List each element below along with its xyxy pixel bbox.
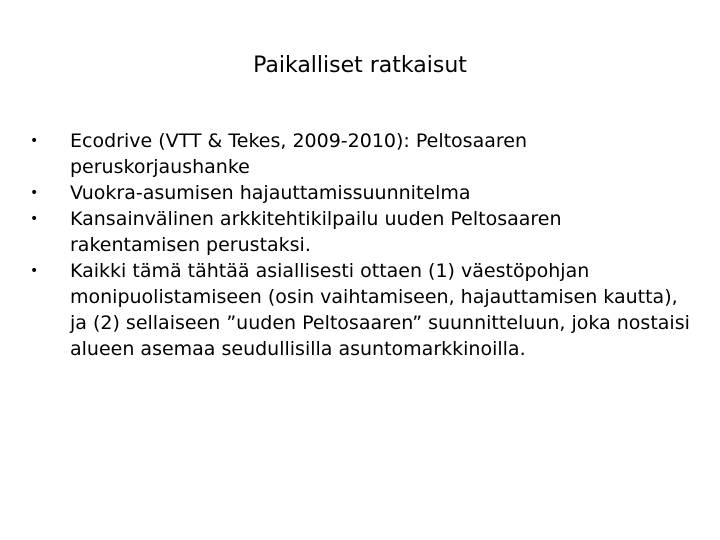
bullet-item	[30, 180, 690, 206]
bullet-dot-icon: •	[30, 263, 39, 279]
bullet-item	[30, 206, 690, 258]
bullet-dot-icon: •	[30, 185, 39, 201]
bullet-item	[30, 128, 690, 180]
bullet-text: Kaikki tämä tähtää asiallisesti ottaen (1) väestöpohjan monipuolistamiseen (osin vaihtamiseen, hajauttamisen kautta), ja (2) sellaiseen ”uuden Peltosaaren” suunnitteluun, joka nostaisi alueen asemaa seudullisilla asuntomarkkinoilla.	[70, 260, 690, 360]
bullet-dot-icon: •	[30, 211, 39, 227]
bullet-dot-icon: •	[30, 133, 39, 149]
bullet-text: Ecodrive (VTT & Tekes, 2009-2010): Peltosaaren peruskorjaushanke	[70, 130, 527, 178]
bullet-item	[30, 258, 690, 362]
bullet-text: Kansainvälinen arkkitehtikilpailu uuden Peltosaaren rakentamisen perustaksi.	[70, 208, 562, 256]
bullet-text: Vuokra-asumisen hajauttamissuunnitelma	[70, 182, 471, 204]
bullet-list	[30, 128, 690, 362]
slide-title: Paikalliset ratkaisut	[253, 53, 467, 78]
